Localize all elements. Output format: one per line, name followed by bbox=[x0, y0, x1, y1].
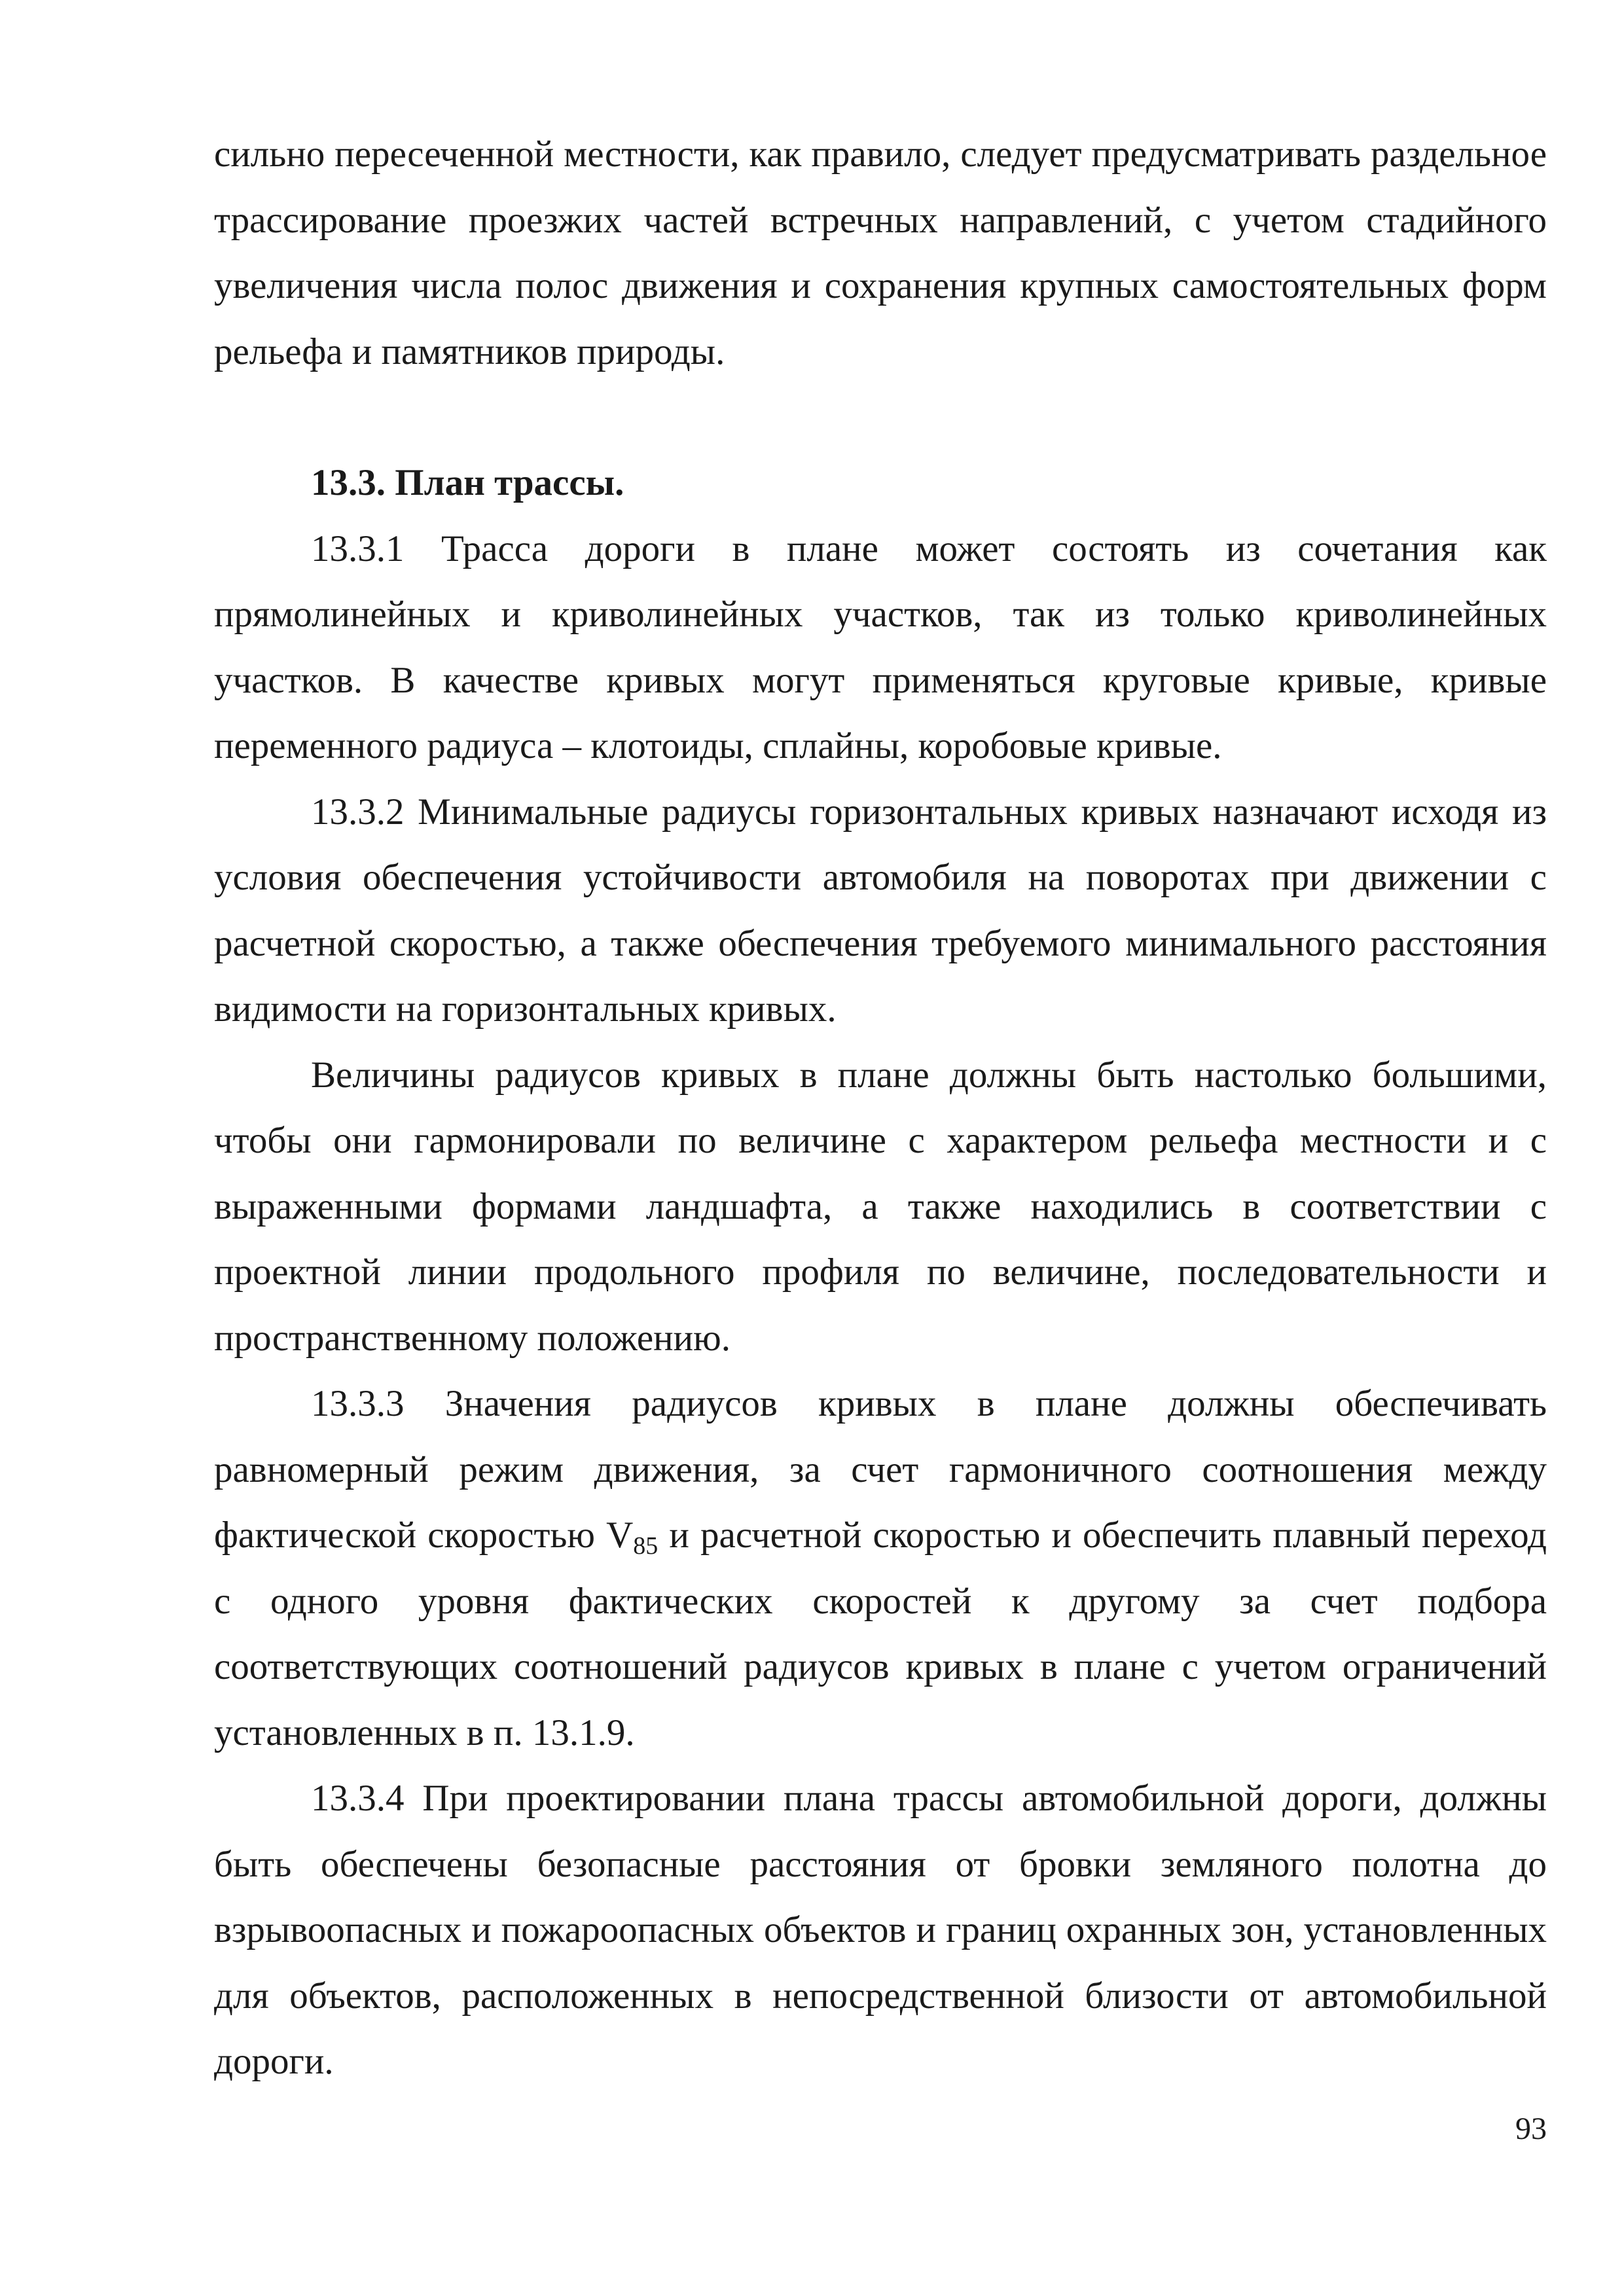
continuation-paragraph: сильно пересеченной местности, как правило, следует предусматривать раздельное трассирование проезжих частей встречных направлений, с учетом стадийного увеличения числа полос движения и сохранения крупных самостоятельных форм рельефа и памятников природы. bbox=[214, 134, 1547, 372]
v85-subscript: 85 bbox=[633, 1532, 659, 1560]
paragraph-13-3-3-text-b: и расчетной скоростью и обеспечить плавный переход с одного уровня фактических скоростей к другому за счет подбора соответствующих соотношений радиусов кривых в плане с учетом ограничений установленных в п. 13.1.9. bbox=[214, 1515, 1547, 1753]
section-heading: 13.3. План трассы. bbox=[311, 462, 624, 503]
paragraph-radius-values: Величины радиусов кривых в плане должны быть настолько большими, чтобы они гармонировали по величине с характером рельефа местности и с выраженными формами ландшафта, а также находились в соответствии с проектной линии продольного профиля по величине, последовательности и пространственному положению. bbox=[214, 1054, 1547, 1359]
paragraph-13-3-3-text-a: 13.3.3 Значения радиусов кривых в плане должны обеспечивать равномерный режим движения, за счет гармоничного соотношения между фактической скоростью V bbox=[214, 1383, 1547, 1556]
paragraph-13-3-3 bbox=[214, 1371, 1547, 1766]
body-text bbox=[214, 122, 1547, 2095]
page-number: 93 bbox=[1515, 2111, 1547, 2146]
paragraph-13-3-2: 13.3.2 Минимальные радиусы горизонтальных кривых назначают исходя из условия обеспечения устойчивости автомобиля на поворотах при движении с расчетной скоростью, а также обеспечения требуемого минимального расстояния видимости на горизонтальных кривых. bbox=[214, 791, 1547, 1030]
paragraph-13-3-4: 13.3.4 При проектировании плана трассы автомобильной дороги, должны быть обеспечены безопасные расстояния от бровки земляного полотна до взрывоопасных и пожароопасных объектов и границ охранных зон, установленных для объектов, расположенных в непосредственной близости от автомобильной дороги. bbox=[214, 1778, 1547, 2082]
paragraph-13-3-1: 13.3.1 Трасса дороги в плане может состоять из сочетания как прямолинейных и криволинейных участков, так из только криволинейных участков. В качестве кривых могут применяться круговые кривые, кривые переменного радиуса – клотоиды, сплайны, коробовые кривые. bbox=[214, 528, 1547, 766]
